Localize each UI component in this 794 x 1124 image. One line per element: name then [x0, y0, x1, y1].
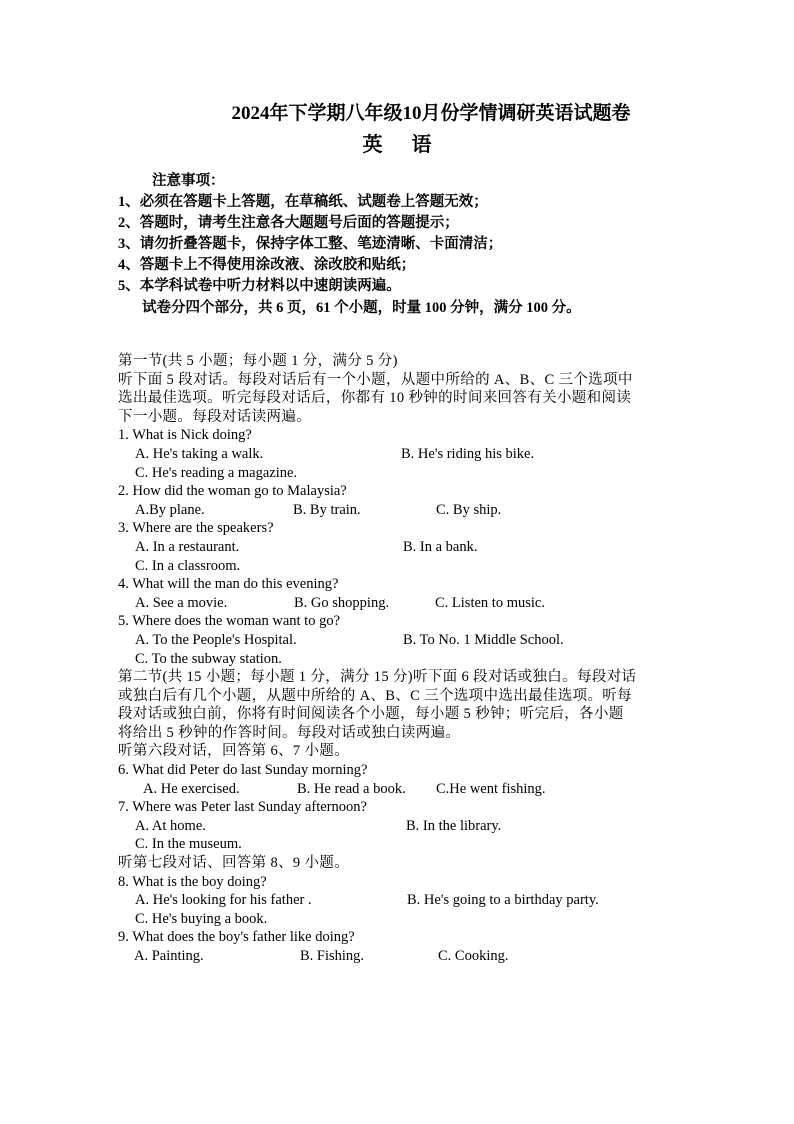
question-2: 2. How did the woman go to Malaysia?	[118, 483, 347, 500]
option-c: C. In the museum.	[135, 836, 242, 853]
note-item: 4、答题卡上不得使用涂改液、涂改胶和贴纸；	[118, 257, 416, 273]
section2-instruction: 或独白后有几个小题，从题中所给的 A、B、C 三个选项中选出最佳选项。听每	[118, 687, 633, 704]
notes-summary: 试卷分四个部分，共 6 页，61 个小题，时量 100 分钟，满分 100 分。	[142, 300, 581, 316]
option-a: A. To the People's Hospital.	[135, 631, 297, 648]
option-a: A.By plane.	[135, 501, 205, 518]
option-c: C. Cooking.	[438, 948, 509, 964]
note-item: 3、请勿折叠答题卡，保持字体工整、笔迹清晰、卡面清洁；	[118, 236, 503, 252]
options-row	[118, 464, 678, 483]
option-b: B. He read a book.	[297, 780, 406, 797]
section1-heading: 第一节(共 5 小题；每小题 1 分，满分 5 分)	[118, 353, 398, 369]
dialog-6-heading: 听第六段对话，回答第 6、7 小题。	[118, 743, 350, 760]
options-row	[118, 910, 678, 929]
option-b: B. Go shopping.	[294, 594, 390, 611]
option-c: C. By ship.	[436, 501, 502, 518]
option-a: A. See a movie.	[135, 594, 228, 611]
option-c: C.He went fishing.	[436, 780, 546, 797]
options-row	[118, 538, 678, 557]
option-c: C. Listen to music.	[435, 594, 545, 611]
option-b: B. He's riding his bike.	[401, 445, 535, 462]
options-row	[118, 650, 678, 669]
note-item: 1、必须在答题卡上答题，在草稿纸、试题卷上答题无效；	[118, 194, 488, 210]
option-a: A. He's looking for his father .	[135, 892, 312, 909]
question-7: 7. Where was Peter last Sunday afternoon?	[118, 799, 367, 816]
section1-instruction: 下一小题。每段对话读两遍。	[118, 408, 312, 425]
option-c: C. In a classroom.	[135, 557, 241, 574]
listening-section	[118, 352, 678, 966]
question-9: 9. What does the boy's father like doing?	[118, 929, 355, 946]
exam-title: 2024年下学期八年级10月份学情调研英语试题卷	[231, 103, 631, 124]
option-c: C. He's reading a magazine.	[135, 464, 298, 481]
question-4: 4. What will the man do this evening?	[118, 576, 339, 593]
option-c: C. To the subway station.	[135, 650, 282, 667]
options-row	[118, 817, 678, 836]
options-row	[118, 631, 678, 650]
option-a: A. Painting.	[134, 948, 204, 964]
options-row	[118, 947, 678, 966]
section2-instruction: 将给出 5 秒钟的作答时间。每段对话或独白读两遍。	[118, 724, 461, 741]
section1-instruction: 选出最佳选项。听完每段对话后，你都有 10 秒钟的时间来回答有关小题和阅读	[118, 390, 632, 407]
question-1: 1. What is Nick doing?	[118, 427, 252, 444]
notes-heading: 注意事项：	[152, 173, 225, 189]
options-row	[118, 780, 678, 799]
question-8: 8. What is the boy doing?	[118, 873, 267, 890]
options-row	[118, 891, 678, 910]
option-b: B. In the library.	[406, 817, 502, 834]
option-b: B. Fishing.	[300, 948, 365, 964]
options-row	[118, 445, 678, 464]
note-item: 2、答题时，请考生注意各大题题号后面的答题提示；	[118, 215, 459, 231]
option-c: C. He's buying a book.	[135, 910, 268, 927]
option-a: A. At home.	[135, 817, 206, 834]
dialog-7-heading: 听第七段对话、回答第 8、9 小题。	[118, 855, 350, 872]
option-a: A. In a restaurant.	[135, 538, 240, 555]
option-b: B. To No. 1 Middle School.	[403, 631, 564, 648]
section2-instruction: 段对话或独白前，你将有时间阅读各个小题，每小题 5 秒钟；听完后，各小题	[118, 706, 624, 723]
notes-block	[118, 170, 738, 319]
note-item: 5、本学科试卷中听力材料以中速朗读两遍。	[118, 278, 401, 294]
question-3: 3. Where are the speakers?	[118, 520, 274, 537]
question-6: 6. What did Peter do last Sunday morning?	[118, 762, 368, 779]
options-row	[118, 835, 678, 854]
option-b: B. He's going to a birthday party.	[407, 892, 599, 909]
section1-instruction: 听下面 5 段对话。每段对话后有一个小题，从题中所给的 A、B、C 三个选项中	[118, 371, 633, 388]
option-a: A. He's taking a walk.	[135, 445, 264, 462]
options-row	[118, 557, 678, 576]
option-b: B. By train.	[293, 501, 361, 518]
option-a: A. He exercised.	[143, 780, 240, 797]
subject-title: 英 语	[362, 134, 444, 156]
question-5: 5. Where does the woman want to go?	[118, 613, 341, 630]
option-b: B. In a bank.	[403, 538, 478, 555]
options-row	[118, 501, 678, 520]
options-row	[118, 594, 678, 613]
section2-instruction: 第二节(共 15 小题；每小题 1 分，满分 15 分)听下面 6 段对话或独白。每段对话	[118, 669, 637, 686]
